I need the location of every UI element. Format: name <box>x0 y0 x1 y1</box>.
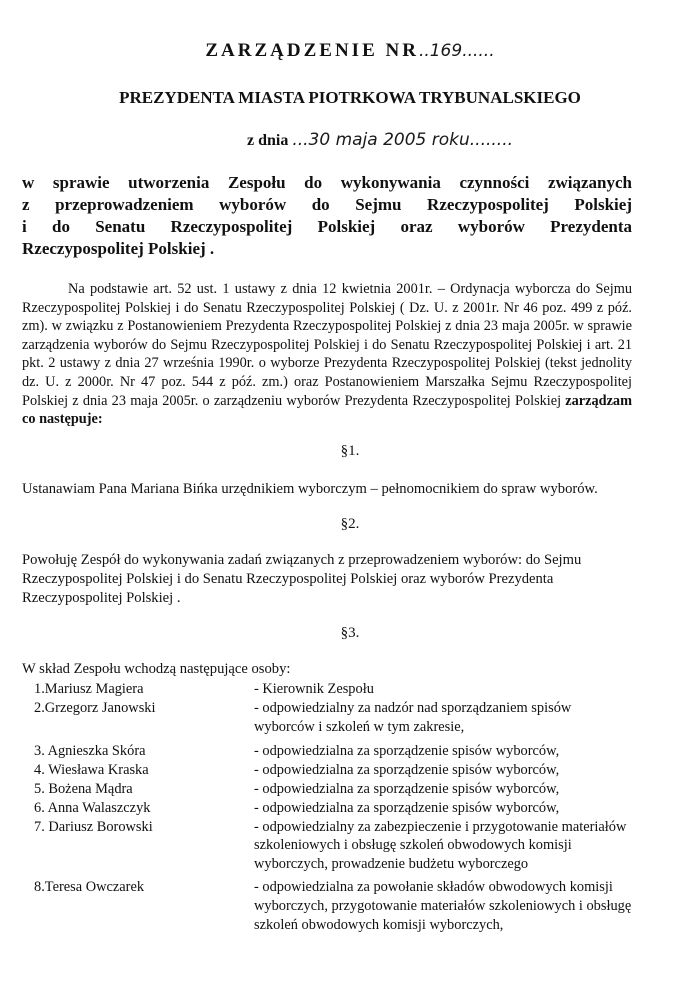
date-value: ...30 maja 2005 roku........ <box>292 130 514 150</box>
document-title <box>0 40 700 62</box>
list-item <box>34 761 654 780</box>
section-text-3: W skład Zespołu wchodzą następujące osoby: <box>22 661 291 677</box>
list-item <box>34 878 654 934</box>
member-name: 1.Mariusz Magiera <box>34 681 144 697</box>
member-name: 4. Wiesława Kraska <box>34 762 149 779</box>
list-item <box>34 742 654 761</box>
section-text-2: Powołuję Zespół do wykonywania zadań związanych z przeprowadzeniem wyborów: do Sejmu Rzeczypospolitej Polskiej i do Senatu Rzeczypospolitej Polskiej oraz wyborów Prezydenta Rzeczypospolitej Polskiej . <box>22 552 582 606</box>
list-item <box>34 818 654 874</box>
member-role: - odpowiedzialna za powołanie składów obwodowych komisji wyborczych, przygotowanie materiałów szkoleniowych i obsługę szkoleń obwodowych komisji wyborczych, <box>254 878 632 933</box>
list-item <box>34 699 654 737</box>
order-number: ..169...... <box>418 41 495 61</box>
legal-basis-text: Na podstawie art. 52 ust. 1 ustawy z dnia 12 kwietnia 2001r. – Ordynacja wyborcza do Sejmu Rzeczypospolitej Polskiej i do Senatu Rzeczypospolitej Polskiej ( Dz. U. z 2001r. Nr 46 poz. 499 z póź. zm). w związku z Postanowieniem Prezydenta Rzeczypospolitej Polskiej z dnia 23 maja 2005r. w sprawie zarządzenia wyborów do Sejmu Rzeczypospolitej Polskiej i do Senatu Rzeczypospolitej Polskiej i art. 21 pkt. 2 ustawy z dnia 27 września 1990r. o wyborze Prezydenta Rzeczypospolitej Polskiej (tekst jednolity dz. U. z 2000r. Nr 47 poz. 544 z póź. zm.) oraz Postanowieniem Marszałka Sejmu Rzeczypospolitej Polskiej z dnia 23 maja 2005r. o zarządzeniu wyborów Prezydenta Rzeczypospolitej Polskiej <box>22 281 632 409</box>
member-name: 3. Agnieszka Skóra <box>34 743 146 760</box>
subject-heading <box>22 172 632 260</box>
section-mark-1: §1. <box>340 443 360 459</box>
member-role: - odpowiedzialny za nadzór nad sporządzaniem spisów wyborców i szkoleń w tym zakresie, <box>254 699 572 735</box>
member-role: - Kierownik Zespołu <box>254 681 374 697</box>
members-list <box>34 680 654 934</box>
legal-basis-closing: zarządzam co następuje: <box>22 392 632 428</box>
member-name: 8.Teresa Owczarek <box>34 878 145 895</box>
subject-line: z przeprowadzeniem wyborów do Sejmu Rzeczypospolitej Polskiej <box>22 195 632 214</box>
member-name: 2.Grzegorz Janowski <box>34 699 156 716</box>
list-item <box>34 799 654 818</box>
list-item <box>34 680 654 699</box>
section-mark-2: §2. <box>340 516 360 532</box>
member-role: - odpowiedzialny za zabezpieczenie i przygotowanie materiałów szkoleniowych i obsługę szkoleń obwodowych komisji wyborczych, prowadzenie budżetu wyborczego <box>254 818 627 873</box>
member-role: - odpowiedzialna za sporządzenie spisów wyborców, <box>254 799 560 816</box>
document-date <box>170 130 590 150</box>
section-text-1: Ustanawiam Pana Mariana Bińka urzędnikiem wyborczym – pełnomocnikiem do spraw wyborów. <box>22 481 598 497</box>
issuer-heading: PREZYDENTA MIASTA PIOTRKOWA TRYBUNALSKIEGO <box>119 88 581 107</box>
member-name: 7. Dariusz Borowski <box>34 818 153 835</box>
list-item <box>34 780 654 799</box>
member-role: - odpowiedzialna za sporządzenie spisów wyborców, <box>254 762 560 779</box>
title-text: ZARZĄDZENIE NR <box>205 40 419 61</box>
member-name: 6. Anna Walaszczyk <box>34 799 151 816</box>
member-role: - odpowiedzialna za sporządzenie spisów wyborców, <box>254 743 560 760</box>
subject-line: w sprawie utworzenia Zespołu do wykonywania czynności związanych <box>22 173 632 192</box>
subject-line: Rzeczypospolitej Polskiej . <box>22 239 215 258</box>
legal-basis-paragraph <box>22 280 632 429</box>
member-role: - odpowiedzialna za sporządzenie spisów wyborców, <box>254 780 560 797</box>
date-prefix: z dnia <box>246 132 289 149</box>
member-name: 5. Bożena Mądra <box>34 780 133 797</box>
subject-line: i do Senatu Rzeczypospolitej Polskiej oraz wyborów Prezydenta <box>22 217 632 236</box>
section-mark-3: §3. <box>340 625 360 641</box>
